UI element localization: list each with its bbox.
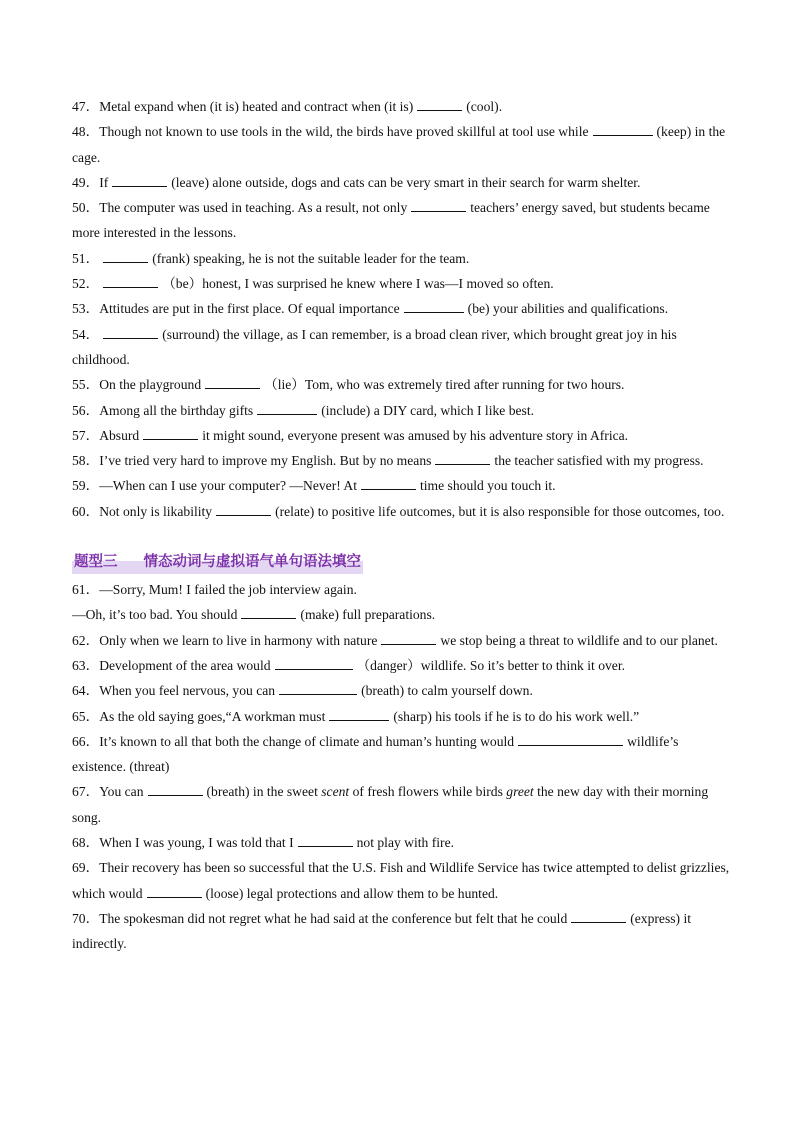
answer-blank[interactable] (275, 655, 353, 670)
question-text: —When can I use your computer? —Never! At (99, 478, 357, 494)
question-number: 47． (72, 99, 100, 114)
question-item (72, 830, 732, 855)
question-number: 57． (72, 427, 100, 443)
question-text: (breath) to calm yourself down. (361, 683, 533, 699)
question-text: not play with fire. (356, 835, 455, 851)
italic-word: scent (321, 784, 350, 800)
answer-blank[interactable] (571, 908, 626, 923)
question-item (72, 372, 732, 397)
question-number: 69． (72, 860, 100, 876)
question-number: 62． (72, 632, 100, 648)
question-number: 67． (72, 784, 100, 800)
question-text: the new day with their morning song. (72, 784, 709, 825)
answer-blank[interactable] (411, 197, 466, 212)
answer-blank[interactable] (147, 883, 202, 898)
question-item (72, 499, 732, 524)
answer-blank[interactable] (279, 680, 357, 695)
question-text: I’ve tried very hard to improve my English. But by no means (99, 453, 432, 469)
question-item (72, 94, 732, 119)
answer-blank[interactable] (143, 425, 198, 440)
question-text: The spokesman did not regret what he had said at the conference but felt that he could (99, 910, 568, 926)
italic-word: greet (506, 784, 534, 800)
question-text: Development of the area would (99, 657, 271, 673)
question-item (72, 577, 732, 602)
question-text: You can (99, 784, 144, 800)
worksheet-page (72, 94, 732, 957)
question-number: 58． (72, 453, 100, 469)
question-list-b (72, 577, 732, 956)
question-text: —Oh, it’s too bad. You should (72, 607, 238, 623)
question-text: (express) it indirectly. (72, 910, 692, 952)
question-item (72, 729, 732, 780)
question-text: (keep) in the cage. (72, 124, 726, 165)
question-text: (surround) the village, as I can remember, is a broad clean river, which brought great joy in his childhood. (72, 326, 677, 367)
question-item (72, 195, 732, 246)
question-text: teachers’ energy saved, but students became more interested in the lessons. (72, 200, 710, 241)
question-item (72, 704, 732, 729)
question-text: (relate) to positive life outcomes, but it is also responsible for those outcomes, too. (275, 503, 725, 519)
question-text: （danger）wildlife. So it’s better to think it over. (356, 657, 625, 673)
question-text: the teacher satisfied with my progress. (494, 453, 704, 469)
answer-blank[interactable] (205, 374, 260, 389)
question-item (72, 271, 732, 296)
question-number: 49． (72, 174, 100, 190)
answer-blank[interactable] (518, 731, 623, 746)
question-item (72, 855, 732, 906)
question-number: 56． (72, 402, 100, 418)
answer-blank[interactable] (329, 706, 389, 721)
question-text: (loose) legal protections and allow them to be hunted. (205, 885, 499, 901)
question-text: (make) full preparations. (300, 607, 436, 623)
question-text: Absurd (99, 427, 140, 443)
answer-blank[interactable] (361, 475, 416, 490)
answer-blank[interactable] (417, 96, 462, 111)
question-list-a (72, 94, 732, 524)
question-item (72, 398, 732, 423)
question-number: 64． (72, 683, 100, 699)
question-item (72, 678, 732, 703)
question-text: When I was young, I was told that I (99, 835, 294, 851)
question-number: 53． (72, 301, 100, 317)
question-text: On the playground (99, 377, 202, 393)
question-item-line2 (72, 602, 732, 627)
question-item (72, 779, 732, 830)
question-item (72, 448, 732, 473)
question-item (72, 473, 732, 498)
question-text: The computer was used in teaching. As a result, not only (99, 200, 408, 216)
question-item (72, 119, 732, 170)
question-text: Only when we learn to live in harmony with nature (99, 632, 378, 648)
question-number: 52． (72, 276, 100, 292)
question-text: Attitudes are put in the first place. Of equal importance (99, 301, 400, 317)
answer-blank[interactable] (404, 298, 464, 313)
question-text: time should you touch it. (420, 478, 556, 494)
section-label: 题型三 (74, 554, 118, 571)
question-text: Among all the birthday gifts (99, 402, 254, 418)
question-text: we stop being a threat to wildlife and to our planet. (440, 632, 718, 648)
question-text: wildlife’s existence. (threat) (72, 733, 679, 775)
question-text: When you feel nervous, you can (99, 683, 276, 699)
answer-blank[interactable] (381, 630, 436, 645)
question-number: 48． (72, 124, 100, 140)
question-text: (breath) in the sweet (206, 784, 318, 800)
question-text: Not only is likability (99, 503, 213, 519)
answer-blank[interactable] (216, 501, 271, 516)
question-text: (frank) speaking, he is not the suitable leader for the team. (152, 250, 470, 266)
section-title-text: 情态动词与虚拟语气单句语法填空 (143, 554, 361, 571)
question-item (72, 628, 732, 653)
question-text: (include) a DIY card, which I like best. (321, 402, 534, 418)
answer-blank[interactable] (241, 604, 296, 619)
section-heading (72, 550, 363, 574)
question-text: (leave) alone outside, dogs and cats can be very smart in their search for warm shelter. (171, 174, 641, 190)
question-number: 54． (72, 326, 100, 342)
question-number: 59． (72, 478, 100, 494)
question-text: （be）honest, I was surprised he knew where I was—I moved so often. (162, 276, 554, 292)
question-item (72, 246, 732, 271)
question-text: As the old saying goes,“A workman must (99, 708, 326, 724)
question-text: it might sound, everyone present was amused by his adventure story in Africa. (202, 427, 629, 443)
answer-blank[interactable] (112, 172, 167, 187)
question-number: 50． (72, 200, 100, 216)
answer-blank[interactable] (435, 450, 490, 465)
answer-blank[interactable] (593, 121, 653, 136)
question-item (72, 322, 732, 373)
question-item (72, 653, 732, 678)
question-item (72, 906, 732, 957)
question-text: Their recovery has been so successful that the U.S. Fish and Wildlife Service has twice attempted to delist grizzlies, which would (72, 860, 730, 901)
question-item (72, 170, 732, 195)
question-text: It’s known to all that both the change of climate and human’s hunting would (99, 733, 515, 749)
question-text: (cool). (466, 99, 503, 114)
answer-blank[interactable] (257, 400, 317, 415)
answer-blank[interactable] (148, 781, 203, 796)
question-number: 63． (72, 657, 100, 673)
question-text: (be) your abilities and qualifications. (467, 301, 669, 317)
question-text: Metal expand when (it is) heated and contract when (it is) (99, 99, 414, 114)
question-number: 61． (72, 582, 100, 598)
question-text: (sharp) his tools if he is to do his work well.” (393, 708, 640, 724)
question-number: 68． (72, 835, 100, 851)
question-number: 65． (72, 708, 100, 724)
answer-blank[interactable] (103, 324, 158, 339)
question-number: 60． (72, 503, 100, 519)
answer-blank[interactable] (298, 832, 353, 847)
question-text: of fresh flowers while birds (352, 784, 503, 800)
question-number: 66． (72, 733, 100, 749)
question-text: If (99, 174, 109, 190)
answer-blank[interactable] (103, 273, 158, 288)
question-number: 55． (72, 377, 100, 393)
question-text: Though not known to use tools in the wild, the birds have proved skillful at tool use while (99, 124, 589, 140)
question-text: —Sorry, Mum! I failed the job interview again. (99, 582, 357, 598)
question-number: 70． (72, 910, 100, 926)
question-number: 51． (72, 250, 100, 266)
answer-blank[interactable] (103, 248, 148, 263)
question-item (72, 296, 732, 321)
question-item (72, 423, 732, 448)
question-text: （lie）Tom, who was extremely tired after running for two hours. (264, 377, 625, 393)
